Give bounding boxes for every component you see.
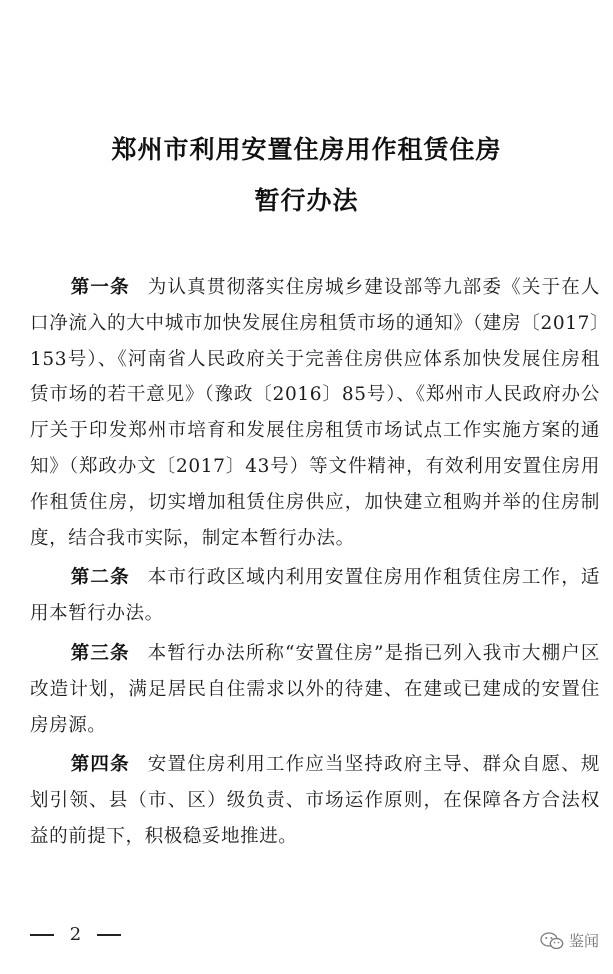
article-2-text: 本市行政区域内利用安置住房用作租赁住房工作，适用本暂行办法。 [30,567,600,625]
article-2 [30,560,600,632]
footer-dash-right [97,934,121,936]
article-1-number: 第一条 [70,277,130,298]
article-1 [30,270,600,556]
article-3-number: 第三条 [70,642,130,664]
footer-dash-left [30,934,54,936]
article-3 [30,636,600,743]
article-3-text: 本暂行办法所称“安置住房”是指已列入我市大棚户区改造计划，满足居民自住需求以外的待建、在建或已建成的安置住房房源。 [30,642,600,736]
watermark [540,930,599,951]
wechat-icon [540,932,564,950]
document-title-line-1: 郑州市利用安置住房用作租赁住房 [111,135,502,164]
article-4 [30,747,600,854]
article-4-number: 第四条 [70,754,130,776]
watermark-text: 鉴闻 [568,932,599,950]
document-body [30,270,600,859]
article-1-text: 为认真贯彻落实住房城乡建设部等九部委《关于在人口净流入的大中城市加快发展住房租赁市场的通知》（建房〔2017〕153号）、《河南省人民政府关于完善住房供应体系加快发展住房租赁市场的若干意见》（豫政〔2016〕85号）、《郑州市人民政府办公厅关于印发郑州市培育和发展住房租赁市场试点工作实施方案的通知》（郑政办文〔2017〕43号）等文件精神，有效利用安置住房用作租赁住房，切实增加租赁住房供应，加快建立租购并举的住房制度，结合我市实际，制定本暂行办法。 [30,277,600,549]
page-footer [30,924,121,945]
article-4-text: 安置住房利用工作应当坚持政府主导、群众自愿、规划引领、县（市、区）级负责、市场运作原则，在保障各方合法权益的前提下，积极稳妥地推进。 [30,754,600,847]
document-title-line-2: 暂行办法 [254,186,359,215]
article-2-number: 第二条 [70,567,130,589]
page-number: 2 [69,924,82,945]
